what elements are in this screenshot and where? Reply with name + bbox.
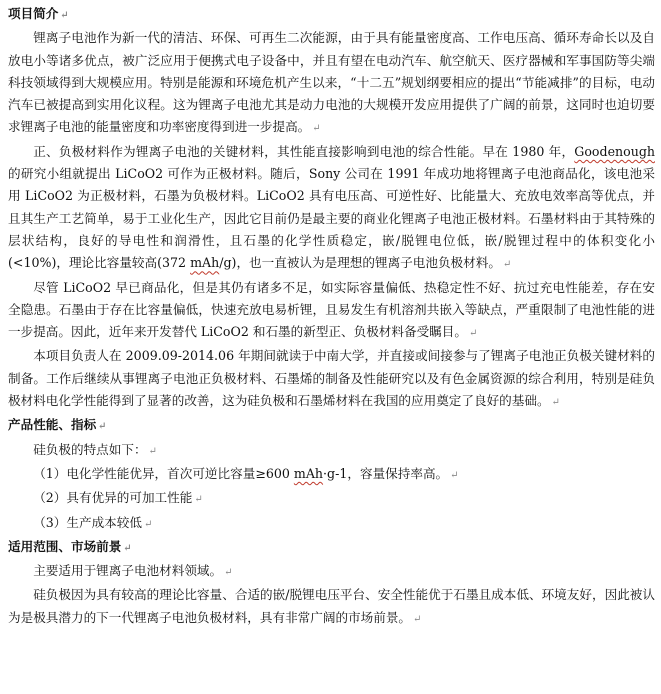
paragraph-mark-icon: ↵ (194, 494, 203, 506)
paragraph-mark-icon: ↵ (60, 10, 69, 21)
intro-paragraph-3: 尽管 LiCoO2 早已商品化，但是其仍有诸多不足，如实际容量偏低、热稳定性不好、抗过充电性能差，存在安全隐患。石墨由于存在比容量偏低，快速充放电易析锂，且易发生有机溶剂共嵌入等缺点，严重限制了电池性能的进一步提高。因此，近年来开发替代 LiCoO2 和石墨的新型正、负极材料备受瞩目。 ↵ (8, 279, 655, 340)
paragraph-mark-icon: ↵ (551, 397, 560, 409)
market-paragraph-1: 主要适用于锂离子电池材料领域。 ↵ (33, 563, 233, 579)
intro-paragraph-4: 本项目负责人在 2009.09-2014.06 年期间就读于中南大学，并直接或间接参与了锂离子电池正负极关键材料的制备。工作后继续从事锂离子电池正负极材料、石墨烯的制备及性能研究以及有色金属资源的综合利用，特别是硅负极材料电化学性能得到了显著的改善，这为硅负极和石墨烯材料在我国的应用奠定了良好的基础。 ↵ (8, 348, 655, 409)
spellcheck-word: mAh (293, 465, 324, 481)
spellcheck-word: mAh (190, 255, 220, 271)
section-heading-performance: 产品性能、指标 ↵ (8, 417, 107, 433)
performance-item-3: （3）生产成本较低 ↵ (33, 514, 153, 530)
paragraph-mark-icon: ↵ (413, 613, 422, 625)
performance-item-1: （1）电化学性能优异，首次可逆比容量≥600 mAh·g-1，容量保持率高。 ↵ (33, 465, 459, 481)
paragraph-mark-icon: ↵ (148, 445, 157, 457)
intro-paragraph-2: 正、负极材料作为锂离子电池的关键材料，其性能直接影响到电池的综合性能。早在 1980 年，Goodenough 的研究小组就提出 LiCoO2 可作为正极材料。随后，Sony 公司在 1991 年成功地将锂离子电池商品化，该电池采用 LiCoO2 为正极材料，石墨为负极材料。LiCoO2 具有电压高、可逆性好、比能量大、充放电效率高等优点，并且其生产工艺简单，易于工业化生产，因此它目前仍是最主要的商业化锂离子电池正极材料。石墨材料由于其特殊的层状结构，良好的导电性和润滑性，且石墨的化学性质稳定，嵌/脱锂电位低，嵌/脱锂过程中的体积变化小(<10%)，理论比容量较高(372 mAh/g)，也一直被认为是理想的锂离子电池负极材料。 ↵ (8, 143, 655, 271)
paragraph-mark-icon: ↵ (502, 259, 512, 271)
paragraph-mark-icon: ↵ (98, 421, 107, 433)
performance-lead: 硅负极的特点如下： ↵ (33, 441, 157, 457)
paragraph-mark-icon: ↵ (123, 542, 132, 554)
paragraph-mark-icon: ↵ (468, 328, 478, 340)
section-heading-market: 适用范围、市场前景 ↵ (8, 538, 132, 554)
paragraph-mark-icon: ↵ (224, 567, 233, 579)
spellcheck-word: Goodenough (574, 143, 655, 159)
paragraph-mark-icon: ↵ (143, 518, 153, 530)
intro-paragraph-1: 锂离子电池作为新一代的清洁、环保、可再生二次能源，由于具有能量密度高、工作电压高、循环寿命长以及自放电小等诸多优点，被广泛应用于便携式电子设备中，并且有望在电动汽车、航空航天、医疗器械和军事国防等尖端科技领域得到大规模应用。特别是能源和环境危机产生以来，“十二五”规划纲要相应的提出“节能减排”的目标，电动汽车已被提高到实用化议程。这为锂离子电池尤其是动力电池的大规模开发应用提供了广阔的前景，这同时也迫切要求锂离子电池的能量密度和功率密度得到进一步提高。 ↵ (8, 30, 655, 135)
section-heading-intro: 项目简介 ↵ (8, 6, 69, 21)
performance-item-2: （2）具有优异的可加工性能 ↵ (33, 490, 203, 506)
market-paragraph-2: 硅负极因为具有较高的理论比容量、合适的嵌/脱锂电压平台、安全性能优于石墨且成本低、环境友好，因此被认为是极具潜力的下一代锂离子电池负极材料，具有非常广阔的市场前景。 ↵ (8, 587, 655, 625)
paragraph-mark-icon: ↵ (450, 469, 459, 481)
paragraph-mark-icon: ↵ (312, 123, 321, 135)
